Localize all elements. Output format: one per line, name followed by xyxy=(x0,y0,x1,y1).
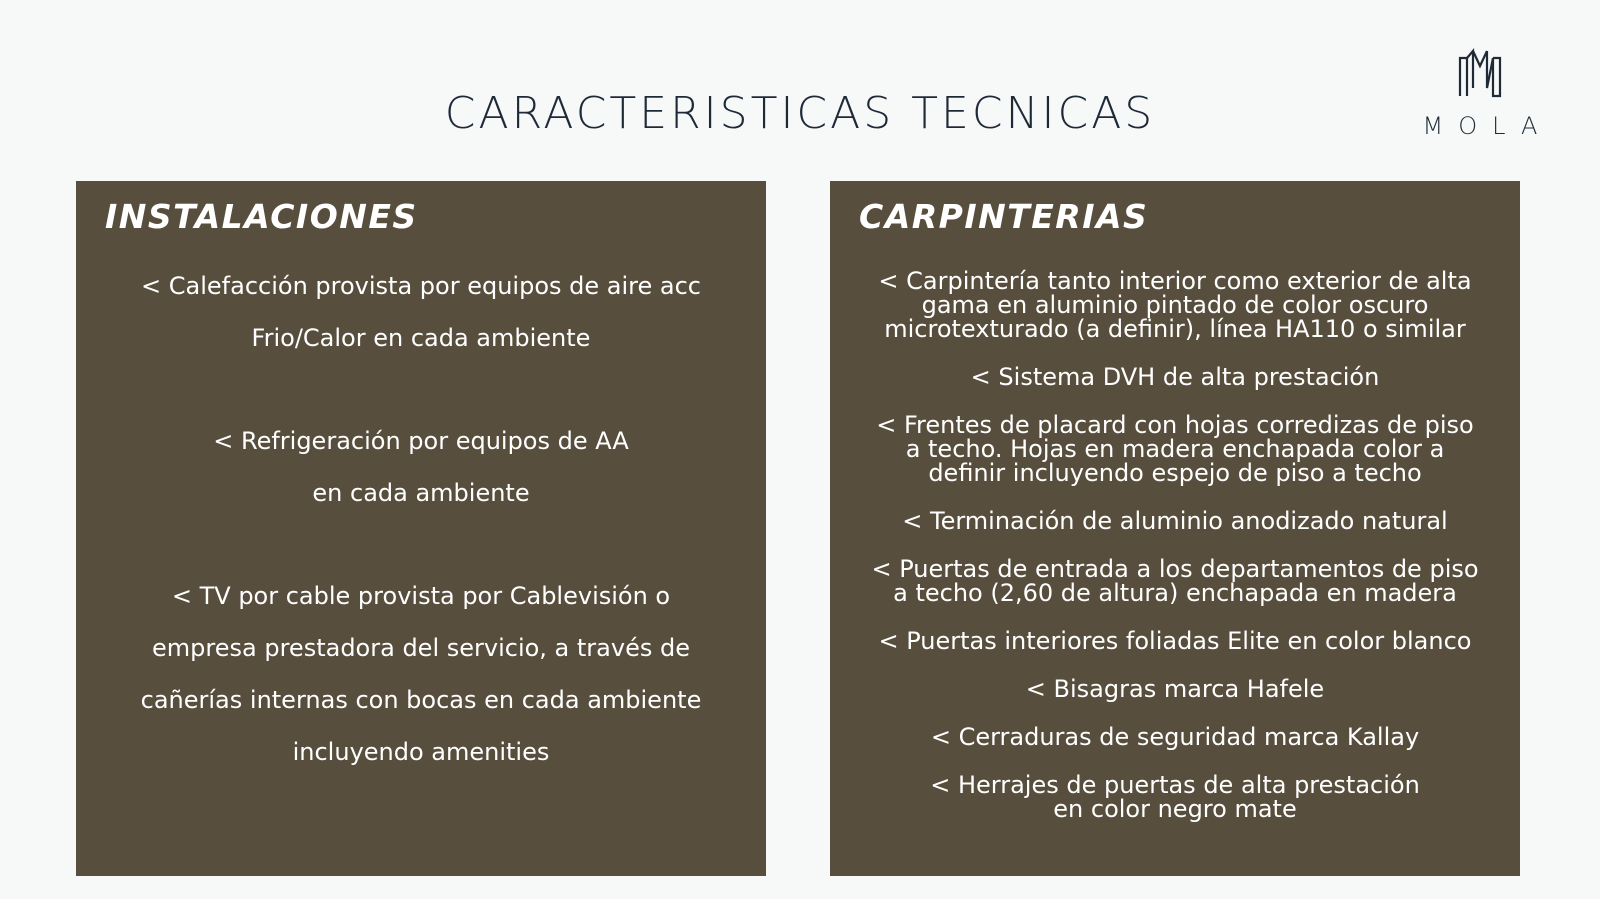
carpinterias-panel xyxy=(830,181,1520,876)
list-item-line: < Sistema DVH de alta prestación xyxy=(970,363,1380,391)
logo xyxy=(1405,48,1555,148)
list-item-line: < Herrajes de puertas de alta prestación xyxy=(930,771,1420,799)
instalaciones-heading: INSTALACIONES xyxy=(105,197,418,236)
list-item xyxy=(840,629,1510,653)
carpinterias-heading: CARPINTERIAS xyxy=(859,197,1149,236)
list-item-line: < Cerraduras de seguridad marca Kallay xyxy=(930,723,1420,751)
list-item-line: < Calefacción provista por equipos de aire acc xyxy=(141,272,701,300)
list-item-line: microtexturado (a definir), línea HA110 o similar xyxy=(884,315,1466,343)
list-item-line: en color negro mate xyxy=(1053,795,1297,823)
list-item-line: < Frentes de placard con hojas corredizas de piso xyxy=(876,411,1474,439)
list-item-line: < TV por cable provista por Cablevisión o xyxy=(171,582,671,610)
list-item xyxy=(840,557,1510,605)
list-item-line: Frio/Calor en cada ambiente xyxy=(251,324,591,352)
list-item-line: incluyendo amenities xyxy=(292,738,550,766)
instalaciones-list xyxy=(96,260,746,829)
list-item xyxy=(840,269,1510,341)
list-item-line: a techo. Hojas en madera enchapada color a xyxy=(905,435,1445,463)
list-item-line: definir incluyendo espejo de piso a techo xyxy=(928,459,1422,487)
instalaciones-panel xyxy=(76,181,766,876)
page-title: CARACTERISTICAS TECNICAS xyxy=(444,88,1156,139)
list-item xyxy=(840,413,1510,485)
list-item xyxy=(96,570,746,778)
list-item-line: < Terminación de aluminio anodizado natural xyxy=(902,507,1448,535)
list-item-line: gama en aluminio pintado de color oscuro xyxy=(921,291,1429,319)
list-item-line: en cada ambiente xyxy=(312,479,530,507)
list-item-line: < Bisagras marca Hafele xyxy=(1025,675,1325,703)
list-item xyxy=(840,365,1510,389)
list-item xyxy=(840,509,1510,533)
list-item xyxy=(840,773,1510,821)
list-item-line: empresa prestadora del servicio, a través de xyxy=(152,634,690,662)
list-item-line: < Puertas de entrada a los departamentos de piso xyxy=(871,555,1479,583)
mola-building-logo-icon xyxy=(1455,48,1505,98)
list-item-line: < Puertas interiores foliadas Elite en color blanco xyxy=(878,627,1472,655)
list-item-line: < Refrigeración por equipos de AA xyxy=(213,427,629,455)
list-item-line: < Carpintería tanto interior como exterior de alta xyxy=(878,267,1472,295)
list-item xyxy=(96,415,746,519)
list-item xyxy=(96,260,746,364)
list-item xyxy=(840,725,1510,749)
list-item xyxy=(840,677,1510,701)
carpinterias-list xyxy=(840,269,1510,845)
list-item-line: cañerías internas con bocas en cada ambiente xyxy=(140,686,702,714)
logo-text: MOLA xyxy=(1422,112,1553,140)
list-item-line: a techo (2,60 de altura) enchapada en madera xyxy=(893,579,1457,607)
